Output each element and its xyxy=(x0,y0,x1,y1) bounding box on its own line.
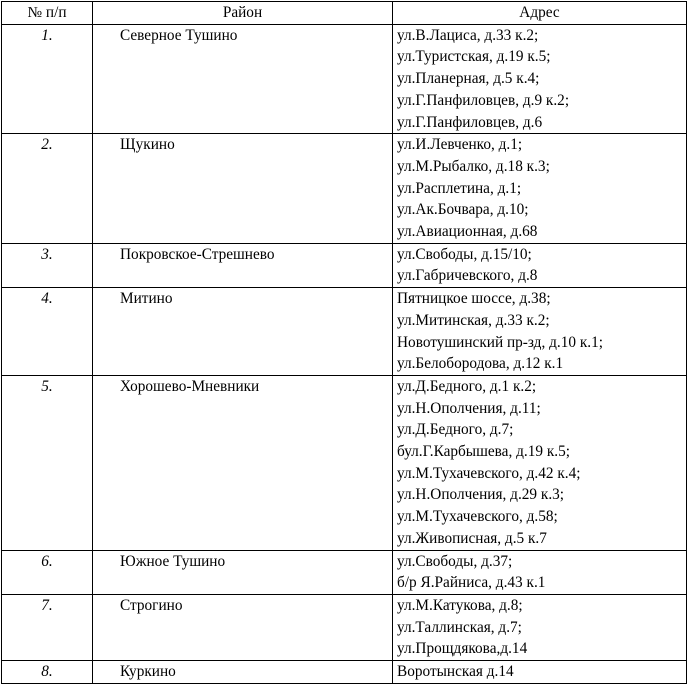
row-number: 3. xyxy=(2,243,93,287)
table-row xyxy=(2,375,687,550)
table-row xyxy=(2,288,687,376)
address-line: ул.Белобородова, д.12 к.1 xyxy=(397,355,564,373)
address-line: ул.М.Тухачевского, д.42 к.4; xyxy=(397,464,581,482)
district-name: Митино xyxy=(93,288,393,376)
address-line: бул.Г.Карбышева, д.19 к.5; xyxy=(397,443,570,461)
address-line: б/р Я.Райниса, д.43 к.1 xyxy=(397,574,546,592)
address-line: Новотушинский пр-зд, д.10 к.1; xyxy=(397,333,603,351)
address-cell xyxy=(393,288,687,376)
address-line: ул.Митинская, д.33 к.2; xyxy=(397,311,550,329)
table-header-row xyxy=(2,2,687,25)
address-table-container xyxy=(1,1,687,684)
row-number: 2. xyxy=(2,134,93,244)
table-body xyxy=(2,24,687,683)
district-name: Покровское-Стрешнево xyxy=(93,243,393,287)
address-line: ул.Планерная, д.5 к.4; xyxy=(397,70,540,88)
address-line: ул.Г.Панфиловцев, д.6 xyxy=(397,113,543,131)
row-number: 1. xyxy=(2,24,93,134)
address-line: ул.Ак.Бочвара, д.10; xyxy=(397,201,529,219)
row-number: 6. xyxy=(2,550,93,594)
header-number: № п/п xyxy=(2,2,93,25)
district-name: Южное Тушино xyxy=(93,550,393,594)
address-line: ул.Авиационная, д.68 xyxy=(397,223,538,241)
district-name: Строгино xyxy=(93,594,393,660)
address-line: ул.Д.Бедного, д.1 к.2; xyxy=(397,377,537,395)
address-line: ул.Живописная, д.5 к.7 xyxy=(397,529,547,547)
address-cell xyxy=(393,661,687,684)
district-name: Куркино xyxy=(93,661,393,684)
address-cell xyxy=(393,594,687,660)
address-line: ул.М.Тухачевского, д.58; xyxy=(397,508,558,526)
address-line: ул.Прощдякова,д.14 xyxy=(397,640,528,658)
row-number: 4. xyxy=(2,288,93,376)
address-line: Пятницкое шоссе, д.38; xyxy=(397,290,551,308)
address-line: ул.Н.Ополчения, д.11; xyxy=(397,399,541,417)
table-row xyxy=(2,594,687,660)
header-address: Адрес xyxy=(393,2,687,25)
row-number: 5. xyxy=(2,375,93,550)
address-line: ул.Габричевского, д.8 xyxy=(397,267,538,285)
address-line: ул.Г.Панфиловцев, д.9 к.2; xyxy=(397,91,570,109)
district-name: Северное Тушино xyxy=(93,24,393,134)
district-name: Щукино xyxy=(93,134,393,244)
address-cell xyxy=(393,550,687,594)
address-line: ул.Свободы, д.15/10; xyxy=(397,245,532,263)
address-line: ул.Таллинская, д.7; xyxy=(397,618,522,636)
district-name: Хорошево-Мневники xyxy=(93,375,393,550)
address-line: ул.В.Лациса, д.33 к.2; xyxy=(397,26,539,44)
address-line: ул.Свободы, д.37; xyxy=(397,552,513,570)
address-line: ул.М.Рыбалко, д.18 к.3; xyxy=(397,157,550,175)
address-cell xyxy=(393,243,687,287)
address-line: ул.Н.Ополчения, д.29 к.3; xyxy=(397,486,565,504)
row-number: 8. xyxy=(2,661,93,684)
address-line: ул.И.Левченко, д.1; xyxy=(397,136,523,154)
address-line: ул.Расплетина, д.1; xyxy=(397,179,522,197)
address-cell xyxy=(393,375,687,550)
address-table xyxy=(1,1,687,684)
row-number: 7. xyxy=(2,594,93,660)
address-cell xyxy=(393,134,687,244)
table-row xyxy=(2,661,687,684)
address-cell xyxy=(393,24,687,134)
address-line: ул.Туристская, д.19 к.5; xyxy=(397,48,551,66)
table-row xyxy=(2,24,687,134)
header-district: Район xyxy=(93,2,393,25)
address-line: ул.М.Катукова, д.8; xyxy=(397,596,523,614)
table-row xyxy=(2,134,687,244)
address-line: Воротынская д.14 xyxy=(397,663,514,681)
table-row xyxy=(2,243,687,287)
address-line: ул.Д.Бедного, д.7; xyxy=(397,421,514,439)
table-row xyxy=(2,550,687,594)
